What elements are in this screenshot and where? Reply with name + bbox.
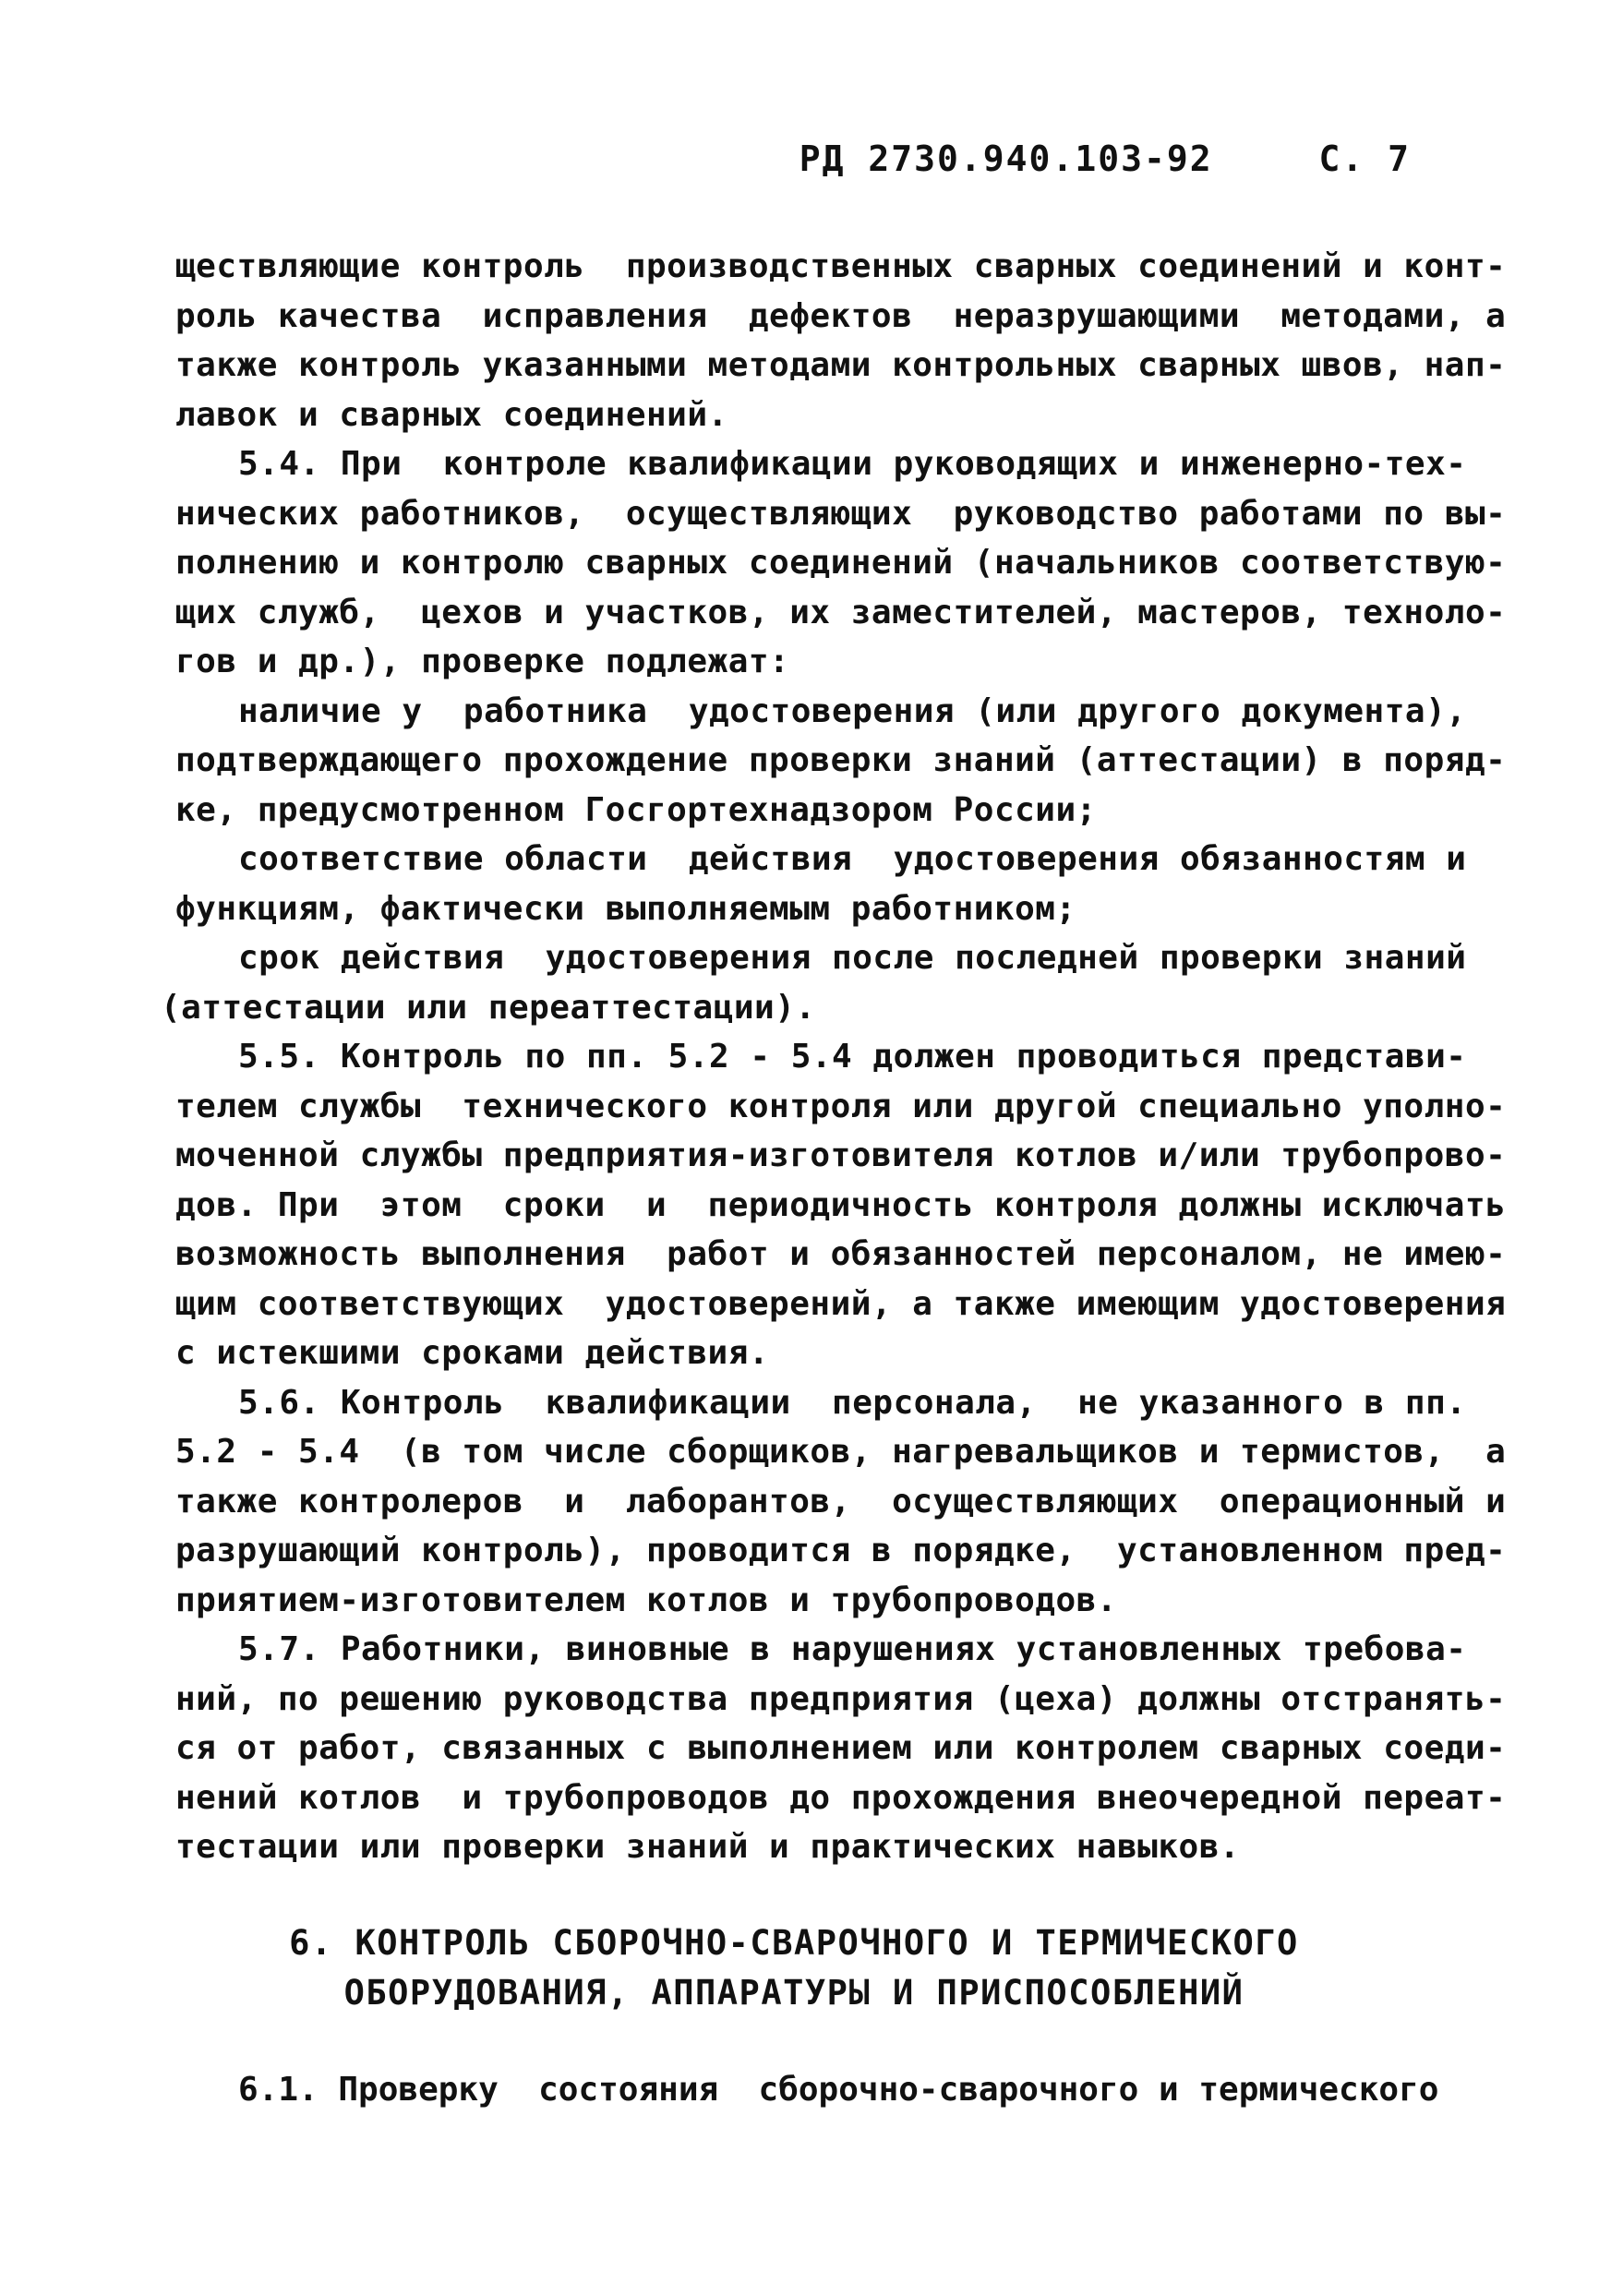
text-line: роль качества исправления дефектов неразрушающими методами, а — [175, 296, 1507, 335]
paragraph-5-4-start: 5.4. При контроле квалификации руководящих и инженерно-тех- — [238, 445, 1467, 483]
text-line: телем службы технического контроля или другой специально уполно- — [175, 1087, 1507, 1125]
text-line: гов и др.), проверке подлежат: — [175, 643, 790, 680]
page-number: С. 7 — [1318, 138, 1411, 179]
text-line: моченной службы предприятия-изготовителя котлов и/или трубопрово- — [175, 1136, 1507, 1174]
text-line: с истекшими сроками действия. — [175, 1334, 770, 1372]
text-line: приятием-изготовителем котлов и трубопроводов. — [175, 1581, 1117, 1619]
text-line: дов. При этом сроки и периодичность контроля должны исключать — [175, 1185, 1507, 1224]
list-item-start: соответствие области действия удостоверения обязанностям и — [238, 840, 1467, 878]
paragraph-5-6-start: 5.6. Контроль квалификации персонала, не указанного в пп. — [238, 1383, 1467, 1422]
text-line: (аттестации или переаттестации). — [161, 988, 816, 1027]
text-line: щим соответствующих удостоверений, а также имеющим удостоверения — [175, 1284, 1507, 1323]
text-line: щих служб, цехов и участков, их заместителей, мастеров, техноло- — [175, 593, 1507, 631]
section-6-title-line-1: 6. КОНТРОЛЬ СБОРОЧНО-СВАРОЧНОГО И ТЕРМИЧЕСКОГО — [289, 1923, 1299, 1963]
section-6-title-line-2: ОБОРУДОВАНИЯ, АППАРАТУРЫ И ПРИСПОСОБЛЕНИЙ — [343, 1973, 1244, 2013]
list-item-start: срок действия удостоверения после последней проверки знаний — [238, 939, 1467, 977]
page-header — [799, 138, 1411, 179]
text-line: лавок и сварных соединений. — [175, 395, 728, 434]
document-number: РД 2730.940.103-92 — [799, 138, 1213, 179]
text-line: подтверждающего прохождение проверки знаний (аттестации) в поряд- — [175, 741, 1507, 779]
text-line: также контролеров и лаборантов, осуществляющих операционный и — [175, 1482, 1507, 1521]
text-line: 5.2 - 5.4 (в том числе сборщиков, нагревальщиков и термистов, а — [175, 1433, 1507, 1471]
text-line: тестации или проверки знаний и практических навыков. — [175, 1828, 1241, 1866]
text-line: ся от работ, связанных с выполнением или контролем сварных соеди- — [175, 1729, 1507, 1767]
list-item-start: наличие у работника удостоверения (или другого документа), — [238, 691, 1467, 730]
paragraph-6-1-start: 6.1. Проверку состояния сборочно-сварочного и термического — [238, 2071, 1439, 2109]
text-line: нений котлов и трубопроводов до прохождения внеочередной переат- — [175, 1778, 1507, 1817]
text-line: также контроль указанными методами контрольных сварных швов, нап- — [175, 346, 1507, 384]
text-line: полнению и контролю сварных соединений (начальников соответствую- — [175, 544, 1507, 582]
text-line: нических работников, осуществляющих руководство работами по вы- — [175, 494, 1507, 533]
body-text — [161, 242, 1507, 1872]
paragraph-5-5-start: 5.5. Контроль по пп. 5.2 - 5.4 должен проводиться представи- — [238, 1038, 1467, 1076]
text-line: ществляющие контроль производственных сварных соединений и конт- — [175, 247, 1507, 285]
text-line: ний, по решению руководства предприятия (цеха) должны отстранять- — [175, 1679, 1507, 1718]
text-line: разрушающий контроль), проводится в порядке, установленном пред- — [175, 1532, 1507, 1569]
text-line: функциям, фактически выполняемым работником; — [175, 889, 1076, 928]
text-line: возможность выполнения работ и обязанностей персоналом, не имею- — [175, 1235, 1507, 1273]
paragraph-5-7-start: 5.7. Работники, виновные в нарушениях установленных требова- — [238, 1630, 1467, 1668]
text-line: ке, предусмотренном Госгортехнадзором России; — [175, 790, 1097, 829]
